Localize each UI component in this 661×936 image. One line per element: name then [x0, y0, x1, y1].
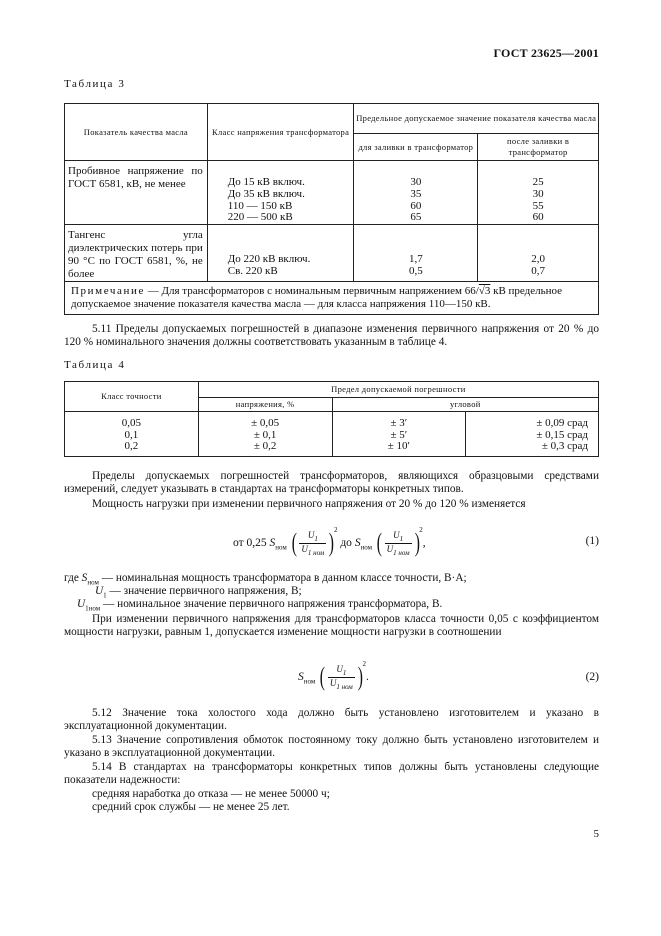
table3-header-after: после заливки в трансформатор [478, 134, 599, 161]
paragraph-primary-voltage: При изменении первичного напряжения для трансформаторов класса точности 0,05 с коэффициентом мощности нагрузки, равным 1, допускается изменение мощности нагрузки в соотношении [64, 613, 599, 639]
document-header: ГОСТ 23625—2001 [493, 46, 599, 60]
table4-classes: 0,05 0,1 0,2 [65, 412, 199, 457]
table3-row2-before: 1,7 0,5 [354, 225, 478, 282]
table3-note: Примечание — Для трансформаторов с номинальным первичным напряжением 66/√3 кВ предельное допускаемое значение показателя качества масла — для класса напряжения 110—150 кВ. [65, 282, 599, 315]
table-row [65, 161, 599, 225]
table4-header-voltage: напряжения, % [198, 398, 332, 412]
formula-1: от 0,25 $S_{ном}$ ( $\frac{U_1}{U_{1 ном}}$ )$^2$ до $S_{ном}$ ( $\frac{U_1}{U_{1 ном}}$ )$^2$, [233, 526, 426, 558]
table3-row1-before: 30 35 60 65 [354, 161, 478, 225]
table4-label: Таблица 4 [64, 359, 126, 371]
definition-u1: $U_1$ — значение первичного напряжения, В; [95, 585, 302, 600]
table4-voltage: ± 0,05 ± 0,1 ± 0,2 [198, 412, 332, 457]
paragraph-power: Мощность нагрузки при изменении первичного напряжения от 20 % до 120 % изменяется [92, 498, 526, 510]
table3-row1-indicator: Пробивное напряжение по ГОСТ 6581, кВ, не менее [65, 161, 208, 225]
table3-header-before: для заливки в трансформатор [354, 134, 478, 161]
page-number: 5 [593, 828, 599, 840]
paragraph-5-11: 5.11 Пределы допускаемых погрешностей в диапазоне изменения первичного напряжения от 20 % до 120 % номинального значения должны соответствовать указанным в таблице 4. [64, 323, 599, 349]
table4-header-limit: Предел допускаемой погрешности [198, 382, 598, 398]
paragraph-5-13: 5.13 Значение сопротивления обмоток постоянному току должно быть установлено изготовителем и указано в эксплуатационной документации. [64, 734, 599, 760]
definition-u1-nom: $U_{1ном}$ — номинальное значение первичного напряжения трансформатора, В. [77, 598, 443, 613]
table4 [64, 381, 599, 457]
table3-label: Таблица 3 [64, 78, 126, 90]
table-row [65, 412, 599, 457]
table4-header-class: Класс точности [65, 382, 199, 412]
reliability-item-2: средний срок службы — не менее 25 лет. [92, 801, 290, 813]
table3-header-limit: Предельное допускаемое значение показателя качества масла [354, 104, 599, 134]
table4-header-angle: угловой [332, 398, 598, 412]
table4-angle-srad: ± 0,09 срад ± 0,15 срад ± 0,3 срад [466, 412, 599, 457]
table3-header-class: Класс напряжения трансформатора [207, 104, 354, 161]
paragraph-5-12: 5.12 Значение тока холостого хода должно быть установлено изготовителем и указано в эксплуатационной документации. [64, 707, 599, 733]
table4-angle-minutes: ± 3′ ± 5′ ± 10′ [332, 412, 466, 457]
table3-row2-classes: До 220 кВ включ. Св. 220 кВ [207, 225, 354, 282]
reliability-item-1: средняя наработка до отказа — не менее 50000 ч; [92, 788, 330, 800]
definition-s-nom: где $S_{ном}$ — номинальная мощность трансформатора в данном классе точности, В·А; [64, 572, 467, 587]
formula-2: $S_{ном}$ ( $\frac{U_1}{U_{1 ном}}$ )$^2$. [298, 660, 369, 692]
paragraph-limits: Пределы допускаемых погрешностей трансформаторов, являющихся образцовыми средствами измерений, следует указывать в стандартах на трансформаторы конкретных типов. [64, 470, 599, 496]
table3-row1-after: 25 30 55 60 [478, 161, 599, 225]
table3 [64, 103, 599, 315]
table3-row2-after: 2,0 0,7 [478, 225, 599, 282]
paragraph-5-14: 5.14 В стандартах на трансформаторы конкретных типов должны быть установлены следующие показатели надежности: [64, 761, 599, 787]
table3-row1-classes: До 15 кВ включ. До 35 кВ включ. 110 — 150 кВ 220 — 500 кВ [207, 161, 354, 225]
equation-number-1: (1) [585, 535, 599, 547]
table3-row2-indicator: Тангенс угла диэлектрических потерь при 90 °С по ГОСТ 6581, %, не более [65, 225, 208, 282]
equation-number-2: (2) [585, 671, 599, 683]
table-row [65, 225, 599, 282]
table3-header-indicator: Показатель качества масла [65, 104, 208, 161]
